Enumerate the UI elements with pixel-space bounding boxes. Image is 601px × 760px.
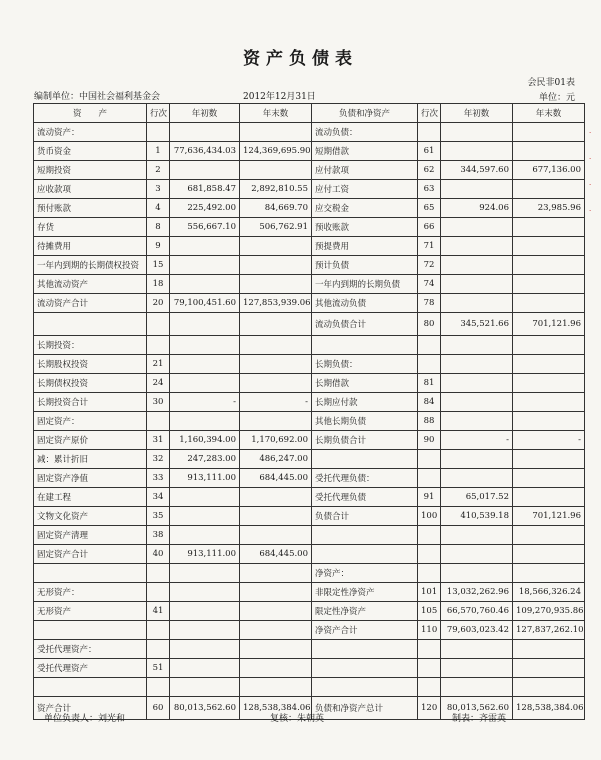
liab-name [312, 640, 418, 659]
asset-closing [240, 678, 312, 697]
liab-line: 88 [418, 412, 441, 431]
liab-line [418, 355, 441, 374]
liab-name: 净资产合计 [312, 621, 418, 640]
form-code: 会民非01表 [527, 78, 575, 88]
table-row [34, 161, 585, 180]
asset-line [147, 621, 170, 640]
liab-line [418, 469, 441, 488]
asset-line: 24 [147, 374, 170, 393]
liab-opening: 79,603,023.42 [441, 621, 513, 640]
liab-name: 长期负债合计 [312, 431, 418, 450]
liab-opening: 13,032,262.96 [441, 583, 513, 602]
report-date: 2012年12月31日 [243, 92, 316, 102]
table-row [34, 218, 585, 237]
asset-opening: 556,667.10 [170, 218, 240, 237]
liab-line [418, 450, 441, 469]
table-row [34, 313, 585, 336]
asset-closing [240, 237, 312, 256]
liab-opening [441, 450, 513, 469]
liab-line: 61 [418, 142, 441, 161]
asset-closing [240, 583, 312, 602]
asset-name: 存货 [34, 218, 147, 237]
asset-line: 33 [147, 469, 170, 488]
table-row [34, 275, 585, 294]
liab-name: 长期应付款 [312, 393, 418, 412]
margin-marks: · · · · [589, 129, 592, 215]
liab-closing [513, 545, 585, 564]
asset-closing [240, 488, 312, 507]
header-opening: 年初数 [170, 104, 240, 123]
liab-closing [513, 123, 585, 142]
asset-closing [240, 621, 312, 640]
asset-line: 15 [147, 256, 170, 275]
asset-closing: 127,853,939.06 [240, 294, 312, 313]
liab-line: 120 [418, 697, 441, 720]
asset-closing: 486,247.00 [240, 450, 312, 469]
table-row [34, 336, 585, 355]
asset-line [147, 336, 170, 355]
liab-closing [513, 237, 585, 256]
asset-opening: 80,013,562.60 [170, 697, 240, 720]
table-row [34, 469, 585, 488]
liab-opening [441, 355, 513, 374]
liab-name: 其他长期负债 [312, 412, 418, 431]
asset-closing: 124,369,695.90 [240, 142, 312, 161]
asset-name: 预付账款 [34, 199, 147, 218]
asset-closing [240, 659, 312, 678]
asset-line [147, 313, 170, 336]
asset-line [147, 640, 170, 659]
liab-line: 63 [418, 180, 441, 199]
asset-opening [170, 602, 240, 621]
asset-name: 固定资产合计 [34, 545, 147, 564]
liab-opening [441, 564, 513, 583]
asset-closing: 84,669.70 [240, 199, 312, 218]
liab-closing [513, 488, 585, 507]
liab-closing [513, 180, 585, 199]
asset-name: 长期投资： [34, 336, 147, 355]
asset-opening [170, 507, 240, 526]
asset-opening: 913,111.00 [170, 545, 240, 564]
asset-closing [240, 336, 312, 355]
liab-closing: 23,985.96 [513, 199, 585, 218]
liab-closing [513, 142, 585, 161]
liab-closing [513, 526, 585, 545]
liab-line: 91 [418, 488, 441, 507]
table-row [34, 355, 585, 374]
liab-opening [441, 218, 513, 237]
asset-opening [170, 583, 240, 602]
asset-closing: 684,445.00 [240, 469, 312, 488]
liab-line [418, 564, 441, 583]
asset-line: 41 [147, 602, 170, 621]
table-row [34, 431, 585, 450]
asset-closing [240, 526, 312, 545]
liab-closing [513, 564, 585, 583]
asset-closing [240, 123, 312, 142]
asset-opening [170, 374, 240, 393]
liab-name: 一年内到期的长期负债 [312, 275, 418, 294]
asset-name: 受托代理资产 [34, 659, 147, 678]
liab-opening [441, 123, 513, 142]
liab-closing [513, 640, 585, 659]
table-row [34, 393, 585, 412]
asset-line [147, 583, 170, 602]
asset-opening [170, 161, 240, 180]
header-liabilities: 负债和净资产 [312, 104, 418, 123]
asset-name: 长期投资合计 [34, 393, 147, 412]
liab-name: 应付工资 [312, 180, 418, 199]
liab-closing: 128,538,384.06 [513, 697, 585, 720]
liab-line [418, 659, 441, 678]
asset-line: 18 [147, 275, 170, 294]
asset-name: 无形资产： [34, 583, 147, 602]
asset-opening [170, 355, 240, 374]
liab-name [312, 450, 418, 469]
asset-name: 固定资产清理 [34, 526, 147, 545]
asset-closing [240, 602, 312, 621]
liab-closing: 701,121.96 [513, 313, 585, 336]
liab-opening: - [441, 431, 513, 450]
asset-closing [240, 275, 312, 294]
asset-name: 长期股权投资 [34, 355, 147, 374]
liab-line: 101 [418, 583, 441, 602]
liab-opening [441, 678, 513, 697]
asset-line: 21 [147, 355, 170, 374]
liab-name: 其他流动负债 [312, 294, 418, 313]
liab-line: 78 [418, 294, 441, 313]
liab-name: 净资产： [312, 564, 418, 583]
asset-opening [170, 237, 240, 256]
liab-opening [441, 545, 513, 564]
asset-line: 2 [147, 161, 170, 180]
asset-name: 其他流动资产 [34, 275, 147, 294]
liab-opening: 344,597.60 [441, 161, 513, 180]
asset-opening: 681,858.47 [170, 180, 240, 199]
liab-name: 受托代理负债 [312, 488, 418, 507]
asset-closing [240, 374, 312, 393]
asset-opening [170, 123, 240, 142]
liab-name: 应交税金 [312, 199, 418, 218]
asset-closing [240, 507, 312, 526]
liab-name: 流动负债： [312, 123, 418, 142]
asset-opening: - [170, 393, 240, 412]
liab-closing [513, 469, 585, 488]
liab-opening [441, 393, 513, 412]
asset-line [147, 412, 170, 431]
asset-name [34, 564, 147, 583]
liab-opening [441, 336, 513, 355]
liab-name: 长期借款 [312, 374, 418, 393]
asset-opening [170, 526, 240, 545]
liab-closing: 127,837,262.10 [513, 621, 585, 640]
table-row [34, 659, 585, 678]
liab-line [418, 123, 441, 142]
footer-reviewer: 复核：朱朝英 [270, 714, 325, 724]
liab-opening [441, 640, 513, 659]
asset-closing [240, 355, 312, 374]
page-title: 资产负债表 [243, 49, 358, 69]
liab-name: 预提费用 [312, 237, 418, 256]
asset-closing: 2,892,810.55 [240, 180, 312, 199]
liab-name: 非限定性净资产 [312, 583, 418, 602]
header-assets: 资 产 [34, 104, 147, 123]
asset-closing: 128,538,384.06 [240, 697, 312, 720]
liab-line: 100 [418, 507, 441, 526]
liab-opening [441, 526, 513, 545]
liab-line: 66 [418, 218, 441, 237]
table-row [34, 526, 585, 545]
table-row [34, 602, 585, 621]
header-line-no-2: 行次 [418, 104, 441, 123]
liab-line: 105 [418, 602, 441, 621]
asset-name [34, 313, 147, 336]
liab-closing [513, 275, 585, 294]
asset-name: 在建工程 [34, 488, 147, 507]
table-row [34, 640, 585, 659]
asset-name: 资产合计 [34, 697, 147, 720]
asset-name: 减：累计折旧 [34, 450, 147, 469]
liab-closing [513, 659, 585, 678]
asset-line: 4 [147, 199, 170, 218]
header-opening-2: 年初数 [441, 104, 513, 123]
liab-name: 预计负债 [312, 256, 418, 275]
asset-line [147, 123, 170, 142]
liab-name [312, 678, 418, 697]
asset-opening: 225,492.00 [170, 199, 240, 218]
asset-line: 40 [147, 545, 170, 564]
liab-closing [513, 393, 585, 412]
liab-closing [513, 336, 585, 355]
liab-line: 74 [418, 275, 441, 294]
asset-opening: 247,283.00 [170, 450, 240, 469]
asset-closing [240, 412, 312, 431]
liab-name: 流动负债合计 [312, 313, 418, 336]
asset-opening: 79,100,451.60 [170, 294, 240, 313]
table-row [34, 678, 585, 697]
asset-line: 20 [147, 294, 170, 313]
asset-name: 流动资产合计 [34, 294, 147, 313]
table-row [34, 545, 585, 564]
asset-opening [170, 313, 240, 336]
liab-line [418, 336, 441, 355]
liab-closing [513, 678, 585, 697]
table-row [34, 123, 585, 142]
table-row [34, 450, 585, 469]
asset-closing [240, 564, 312, 583]
liab-name [312, 336, 418, 355]
asset-line: 3 [147, 180, 170, 199]
asset-closing [240, 161, 312, 180]
liab-name [312, 526, 418, 545]
liab-name: 长期负债： [312, 355, 418, 374]
liab-opening [441, 469, 513, 488]
liab-closing [513, 450, 585, 469]
liab-line: 72 [418, 256, 441, 275]
liab-closing: 18,566,326.24 [513, 583, 585, 602]
asset-line: 38 [147, 526, 170, 545]
liab-opening [441, 659, 513, 678]
asset-opening [170, 678, 240, 697]
table-row [34, 199, 585, 218]
asset-opening [170, 275, 240, 294]
table-row [34, 142, 585, 161]
asset-line [147, 678, 170, 697]
asset-line: 35 [147, 507, 170, 526]
liab-name: 限定性净资产 [312, 602, 418, 621]
liab-line [418, 526, 441, 545]
liab-line: 65 [418, 199, 441, 218]
footer-preparer: 制表：齐雷英 [452, 714, 507, 724]
asset-name: 固定资产净值 [34, 469, 147, 488]
liab-line: 110 [418, 621, 441, 640]
asset-name: 待摊费用 [34, 237, 147, 256]
liab-closing [513, 355, 585, 374]
liab-name: 受托代理负债： [312, 469, 418, 488]
liab-closing [513, 412, 585, 431]
liab-closing [513, 294, 585, 313]
liab-line: 90 [418, 431, 441, 450]
asset-closing: 1,170,692.00 [240, 431, 312, 450]
liab-opening: 345,521.66 [441, 313, 513, 336]
liab-name: 预收账款 [312, 218, 418, 237]
liab-closing: - [513, 431, 585, 450]
asset-line: 32 [147, 450, 170, 469]
asset-name: 一年内到期的长期债权投资 [34, 256, 147, 275]
asset-name: 流动资产： [34, 123, 147, 142]
balance-sheet-table [33, 103, 585, 720]
asset-line: 60 [147, 697, 170, 720]
table-row [34, 564, 585, 583]
liab-closing: 701,121.96 [513, 507, 585, 526]
table-row [34, 237, 585, 256]
asset-closing: 684,445.00 [240, 545, 312, 564]
asset-name [34, 678, 147, 697]
liab-name [312, 659, 418, 678]
liab-opening [441, 374, 513, 393]
liab-line [418, 545, 441, 564]
asset-opening [170, 640, 240, 659]
liab-opening: 80,013,562.60 [441, 697, 513, 720]
asset-line: 9 [147, 237, 170, 256]
asset-opening [170, 488, 240, 507]
currency-unit: 单位：元 [538, 93, 575, 103]
liab-opening [441, 256, 513, 275]
asset-name: 无形资产 [34, 602, 147, 621]
asset-closing: 506,762.91 [240, 218, 312, 237]
footer-leader: 单位负责人：刘光和 [44, 714, 126, 724]
table-header-row [34, 104, 585, 123]
asset-line: 30 [147, 393, 170, 412]
asset-opening [170, 412, 240, 431]
liab-opening [441, 237, 513, 256]
header-closing: 年末数 [240, 104, 312, 123]
table-row [34, 507, 585, 526]
asset-name: 受托代理资产： [34, 640, 147, 659]
asset-name: 应收款项 [34, 180, 147, 199]
liab-name: 负债合计 [312, 507, 418, 526]
asset-closing [240, 256, 312, 275]
liab-line [418, 678, 441, 697]
table-row [34, 180, 585, 199]
asset-line [147, 564, 170, 583]
table-row [34, 256, 585, 275]
asset-opening: 913,111.00 [170, 469, 240, 488]
liab-opening: 924.06 [441, 199, 513, 218]
asset-opening [170, 621, 240, 640]
liab-name: 短期借款 [312, 142, 418, 161]
asset-line: 8 [147, 218, 170, 237]
table-row [34, 621, 585, 640]
liab-opening [441, 275, 513, 294]
asset-opening: 1,160,394.00 [170, 431, 240, 450]
asset-line: 31 [147, 431, 170, 450]
asset-name: 长期债权投资 [34, 374, 147, 393]
liab-closing: 677,136.00 [513, 161, 585, 180]
asset-name: 固定资产原价 [34, 431, 147, 450]
asset-name [34, 621, 147, 640]
asset-opening [170, 564, 240, 583]
header-line-no: 行次 [147, 104, 170, 123]
liab-line: 84 [418, 393, 441, 412]
liab-opening [441, 142, 513, 161]
asset-opening [170, 256, 240, 275]
liab-closing [513, 256, 585, 275]
table-row [34, 583, 585, 602]
liab-closing [513, 374, 585, 393]
liab-name: 应付款项 [312, 161, 418, 180]
table-row [34, 412, 585, 431]
liab-closing [513, 218, 585, 237]
asset-closing: - [240, 393, 312, 412]
asset-line: 34 [147, 488, 170, 507]
table-row [34, 488, 585, 507]
asset-name: 文物文化资产 [34, 507, 147, 526]
liab-line: 81 [418, 374, 441, 393]
liab-opening: 410,539.18 [441, 507, 513, 526]
header-closing-2: 年末数 [513, 104, 585, 123]
liab-opening: 65,017.52 [441, 488, 513, 507]
liab-closing: 109,270,935.86 [513, 602, 585, 621]
asset-opening: 77,636,434.03 [170, 142, 240, 161]
asset-line: 51 [147, 659, 170, 678]
liab-opening: 66,570,760.46 [441, 602, 513, 621]
asset-name: 短期投资 [34, 161, 147, 180]
asset-name: 货币资金 [34, 142, 147, 161]
asset-line: 1 [147, 142, 170, 161]
liab-opening [441, 294, 513, 313]
asset-name: 固定资产： [34, 412, 147, 431]
liab-opening [441, 180, 513, 199]
liab-line [418, 640, 441, 659]
liab-name: 负债和净资产总计 [312, 697, 418, 720]
liab-line: 80 [418, 313, 441, 336]
asset-closing [240, 640, 312, 659]
liab-name [312, 545, 418, 564]
asset-closing [240, 313, 312, 336]
liab-line: 62 [418, 161, 441, 180]
table-row [34, 374, 585, 393]
reporting-organization: 编制单位：中国社会福利基金会 [34, 92, 161, 102]
table-row [34, 294, 585, 313]
liab-opening [441, 412, 513, 431]
asset-opening [170, 659, 240, 678]
asset-opening [170, 336, 240, 355]
liab-line: 71 [418, 237, 441, 256]
